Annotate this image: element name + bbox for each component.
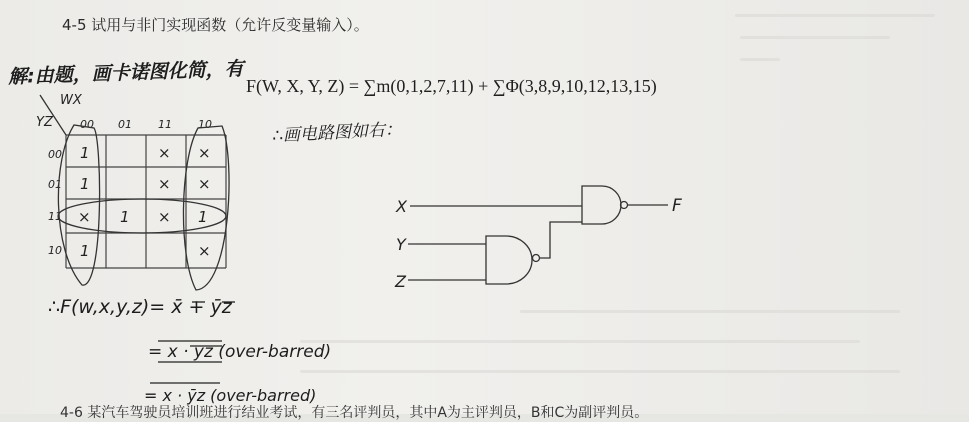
kmap-col-header: 10 bbox=[198, 118, 212, 131]
kmap-cell: × bbox=[158, 144, 171, 162]
kmap-col-header: 01 bbox=[118, 118, 132, 131]
kmap-cell: × bbox=[198, 144, 211, 162]
kmap-row-header: 10 bbox=[48, 244, 62, 257]
karnaugh-map bbox=[36, 93, 229, 290]
circuit-input-z: Z bbox=[395, 272, 406, 291]
circuit-input-y: Y bbox=[396, 235, 406, 254]
kmap-cell: 1 bbox=[80, 144, 90, 162]
kmap-corner-top: WX bbox=[60, 93, 82, 108]
kmap-cell: × bbox=[198, 242, 211, 260]
kmap-cell: 1 bbox=[80, 242, 90, 260]
result-line-2: = x · yz (over-barred) bbox=[148, 342, 332, 362]
nand-circuit bbox=[408, 186, 668, 284]
kmap-cell: 1 bbox=[80, 175, 90, 193]
result-line-3: = x · ȳz (over-barred) bbox=[144, 386, 317, 405]
kmap-cell: × bbox=[198, 175, 211, 193]
kmap-cell: 1 bbox=[198, 208, 208, 226]
wire-yz-to-output-gate bbox=[540, 222, 582, 258]
kmap-corner-side: YZ bbox=[36, 115, 53, 130]
kmap-col-header: 11 bbox=[158, 118, 172, 131]
circuit-input-x: X bbox=[396, 197, 407, 216]
solution-intro: 解:由题，画卡诺图化简，有 bbox=[7, 57, 244, 89]
kmap-cell: × bbox=[158, 175, 171, 193]
kmap-col-header: 00 bbox=[80, 118, 94, 131]
nand-gate-yz bbox=[486, 236, 532, 284]
circuit-caption: ∴画电路图如右： bbox=[271, 119, 403, 147]
kmap-row-header: 01 bbox=[48, 178, 62, 191]
kmap-cell: × bbox=[158, 208, 171, 226]
kmap-cell: 1 bbox=[120, 208, 130, 226]
kmap-cell: × bbox=[78, 208, 91, 226]
circuit-output-f: F bbox=[672, 196, 682, 216]
nand-bubble bbox=[533, 255, 540, 262]
function-formula: F(W, X, Y, Z) = ∑m(0,1,2,7,11) + ∑Φ(3,8,9,10,12,13,15) bbox=[246, 76, 657, 96]
result-line-1: ∴F(w,x,y,z)= x̄ + ȳz bbox=[48, 296, 232, 318]
kmap-row-header: 11 bbox=[48, 210, 62, 223]
problem-heading: 4-5 试用与非门实现函数（允许反变量输入）。 bbox=[62, 16, 369, 34]
kmap-row-header: 00 bbox=[48, 148, 62, 161]
nand-gate-output bbox=[582, 186, 621, 224]
next-problem-text: 4-6 某汽车驾驶员培训班进行结业考试，有三名评判员，其中A为主评判员，B和C为副评判员。 bbox=[60, 405, 649, 421]
